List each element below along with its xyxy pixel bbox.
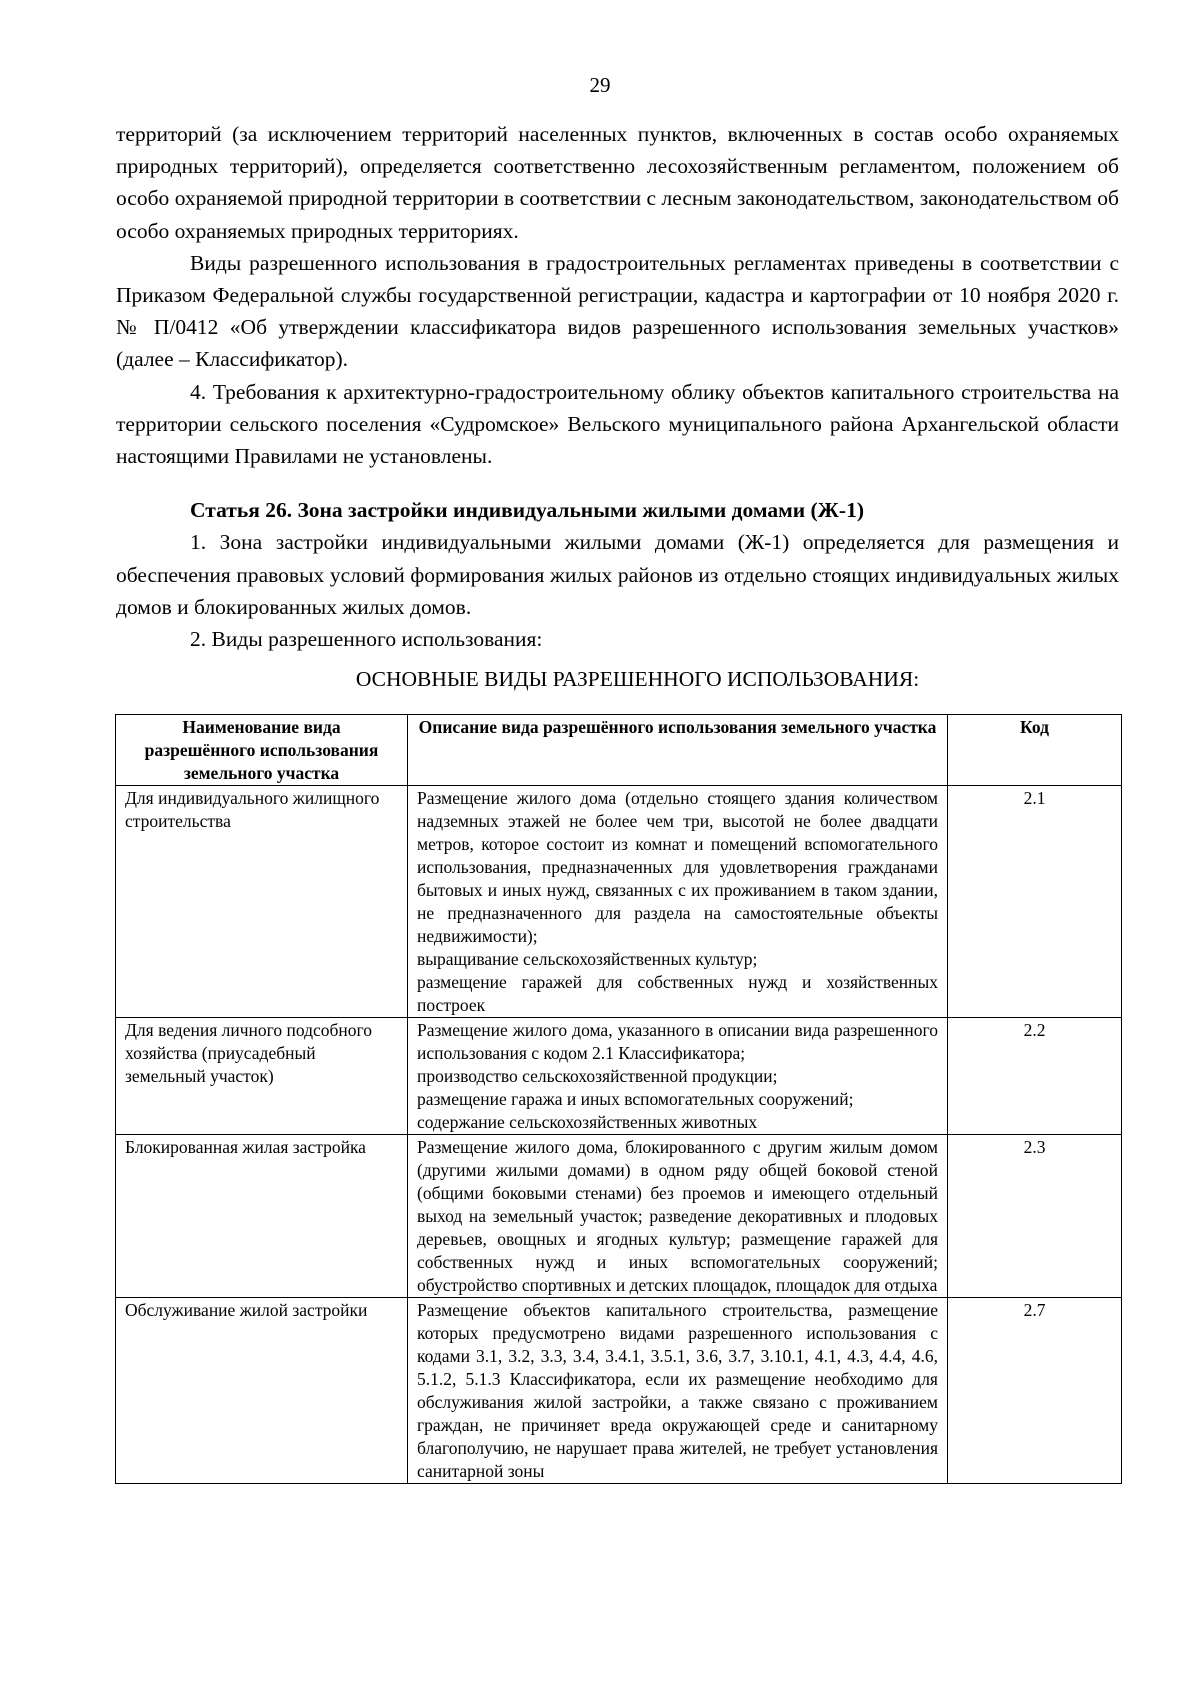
use-description-cell: Размещение объектов капитального строительства, размещение которых предусмотрено видами разрешенного использования с кодами 3.1, 3.2, 3.3, 3.4, 3.4.1, 3.5.1, 3.6, 3.7, 3.10.1, 4.1, 4.3, 4.4, 4.6, 5.1.2, 5.1.3 Классификатора, если их размещение необходимо для обслуживания жилой застройки, а также связано с проживанием граждан, не причиняет вреда окружающей среде и санитарному благополучию, не нарушает права жителей, не требует установления санитарной зоны	[408, 1298, 948, 1484]
use-code-cell: 2.1	[948, 786, 1122, 1018]
use-code-cell: 2.7	[948, 1298, 1122, 1484]
header-name: Наименование вида разрешённого использования земельного участка	[116, 715, 408, 786]
paragraph-forest-regulation: территорий (за исключением территорий населенных пунктов, включенных в состав особо охраняемых природных территорий), определяется соответственно лесохозяйственным регламентом, положением об особо охраняемой природной территории в соответствии с лесным законодательством, законодательством об особо охраняемых природных территориях.	[116, 122, 1119, 243]
paragraph-permitted-uses: 2. Виды разрешенного использования:	[190, 627, 543, 652]
table-header-row	[116, 715, 1122, 786]
use-code-cell: 2.3	[948, 1135, 1122, 1298]
table-row	[116, 1018, 1122, 1135]
table-body	[116, 786, 1122, 1484]
document-body	[116, 118, 1119, 695]
paragraph-architecture-requirements: 4. Требования к архитектурно-градостроительному облику объектов капитального строительства на территории сельского поселения «Судромское» Вельского муниципального района Архангельской области настоящими Правилами не установлены.	[116, 379, 1119, 469]
permitted-uses-table	[115, 714, 1122, 1484]
article-title: Статья 26. Зона застройки индивидуальными жилыми домами (Ж-1)	[190, 498, 864, 523]
table-row	[116, 1298, 1122, 1484]
use-name-cell: Обслуживание жилой застройки	[116, 1298, 408, 1484]
header-code: Код	[948, 715, 1122, 786]
use-description-cell: Размещение жилого дома, указанного в описании вида разрешенного использования с кодом 2.1 Классификатора; производство сельскохозяйственной продукции; размещение гаража и иных вспомогательных сооружений; содержание сельскохозяйственных животных	[408, 1018, 948, 1135]
use-name-cell: Для ведения личного подсобного хозяйства (приусадебный земельный участок)	[116, 1018, 408, 1135]
table-row	[116, 786, 1122, 1018]
use-name-cell: Блокированная жилая застройка	[116, 1135, 408, 1298]
paragraph-zone-definition: 1. Зона застройки индивидуальными жилыми домами (Ж-1) определяется для размещения и обеспечения правовых условий формирования жилых районов из отдельно стоящих индивидуальных жилых домов и блокированных жилых домов.	[116, 530, 1119, 619]
header-description: Описание вида разрешённого использования земельного участка	[408, 715, 948, 786]
use-description-cell: Размещение жилого дома (отдельно стоящего здания количеством надземных этажей не более чем три, высотой не более двадцати метров, которое состоит из комнат и помещений вспомогательного использования, предназначенных для удовлетворения гражданами бытовых и иных нужд, связанных с их проживанием в таком здании, не предназначенного для раздела на самостоятельные объекты недвижимости); выращивание сельскохозяйственных культур; размещение гаражей для собственных нужд и хозяйственных построек	[408, 786, 948, 1018]
page-number: 29	[589, 73, 611, 97]
use-description-cell: Размещение жилого дома, блокированного с другим жилым домом (другими жилыми домами) в одном ряду общей боковой стеной (общими боковыми стенами) без проемов и имеющего отдельный выход на земельный участок; разведение декоративных и плодовых деревьев, овощных и ягодных культур; размещение гаражей для собственных нужд и иных вспомогательных сооружений; обустройство спортивных и детских площадок, площадок для отдыха	[408, 1135, 948, 1298]
use-name-cell: Для индивидуального жилищного строительства	[116, 786, 408, 1018]
table-row	[116, 1135, 1122, 1298]
paragraph-classifier-reference: Виды разрешенного использования в градостроительных регламентах приведены в соответствии с Приказом Федеральной службы государственной регистрации, кадастра и картографии от 10 ноября 2020 г. № П/0412 «Об утверждении классификатора видов разрешенного использования земельных участков» (далее – Классификатор).	[116, 250, 1119, 372]
use-code-cell: 2.2	[948, 1018, 1122, 1135]
table-title: ОСНОВНЫЕ ВИДЫ РАЗРЕШЕННОГО ИСПОЛЬЗОВАНИЯ:	[355, 667, 920, 692]
